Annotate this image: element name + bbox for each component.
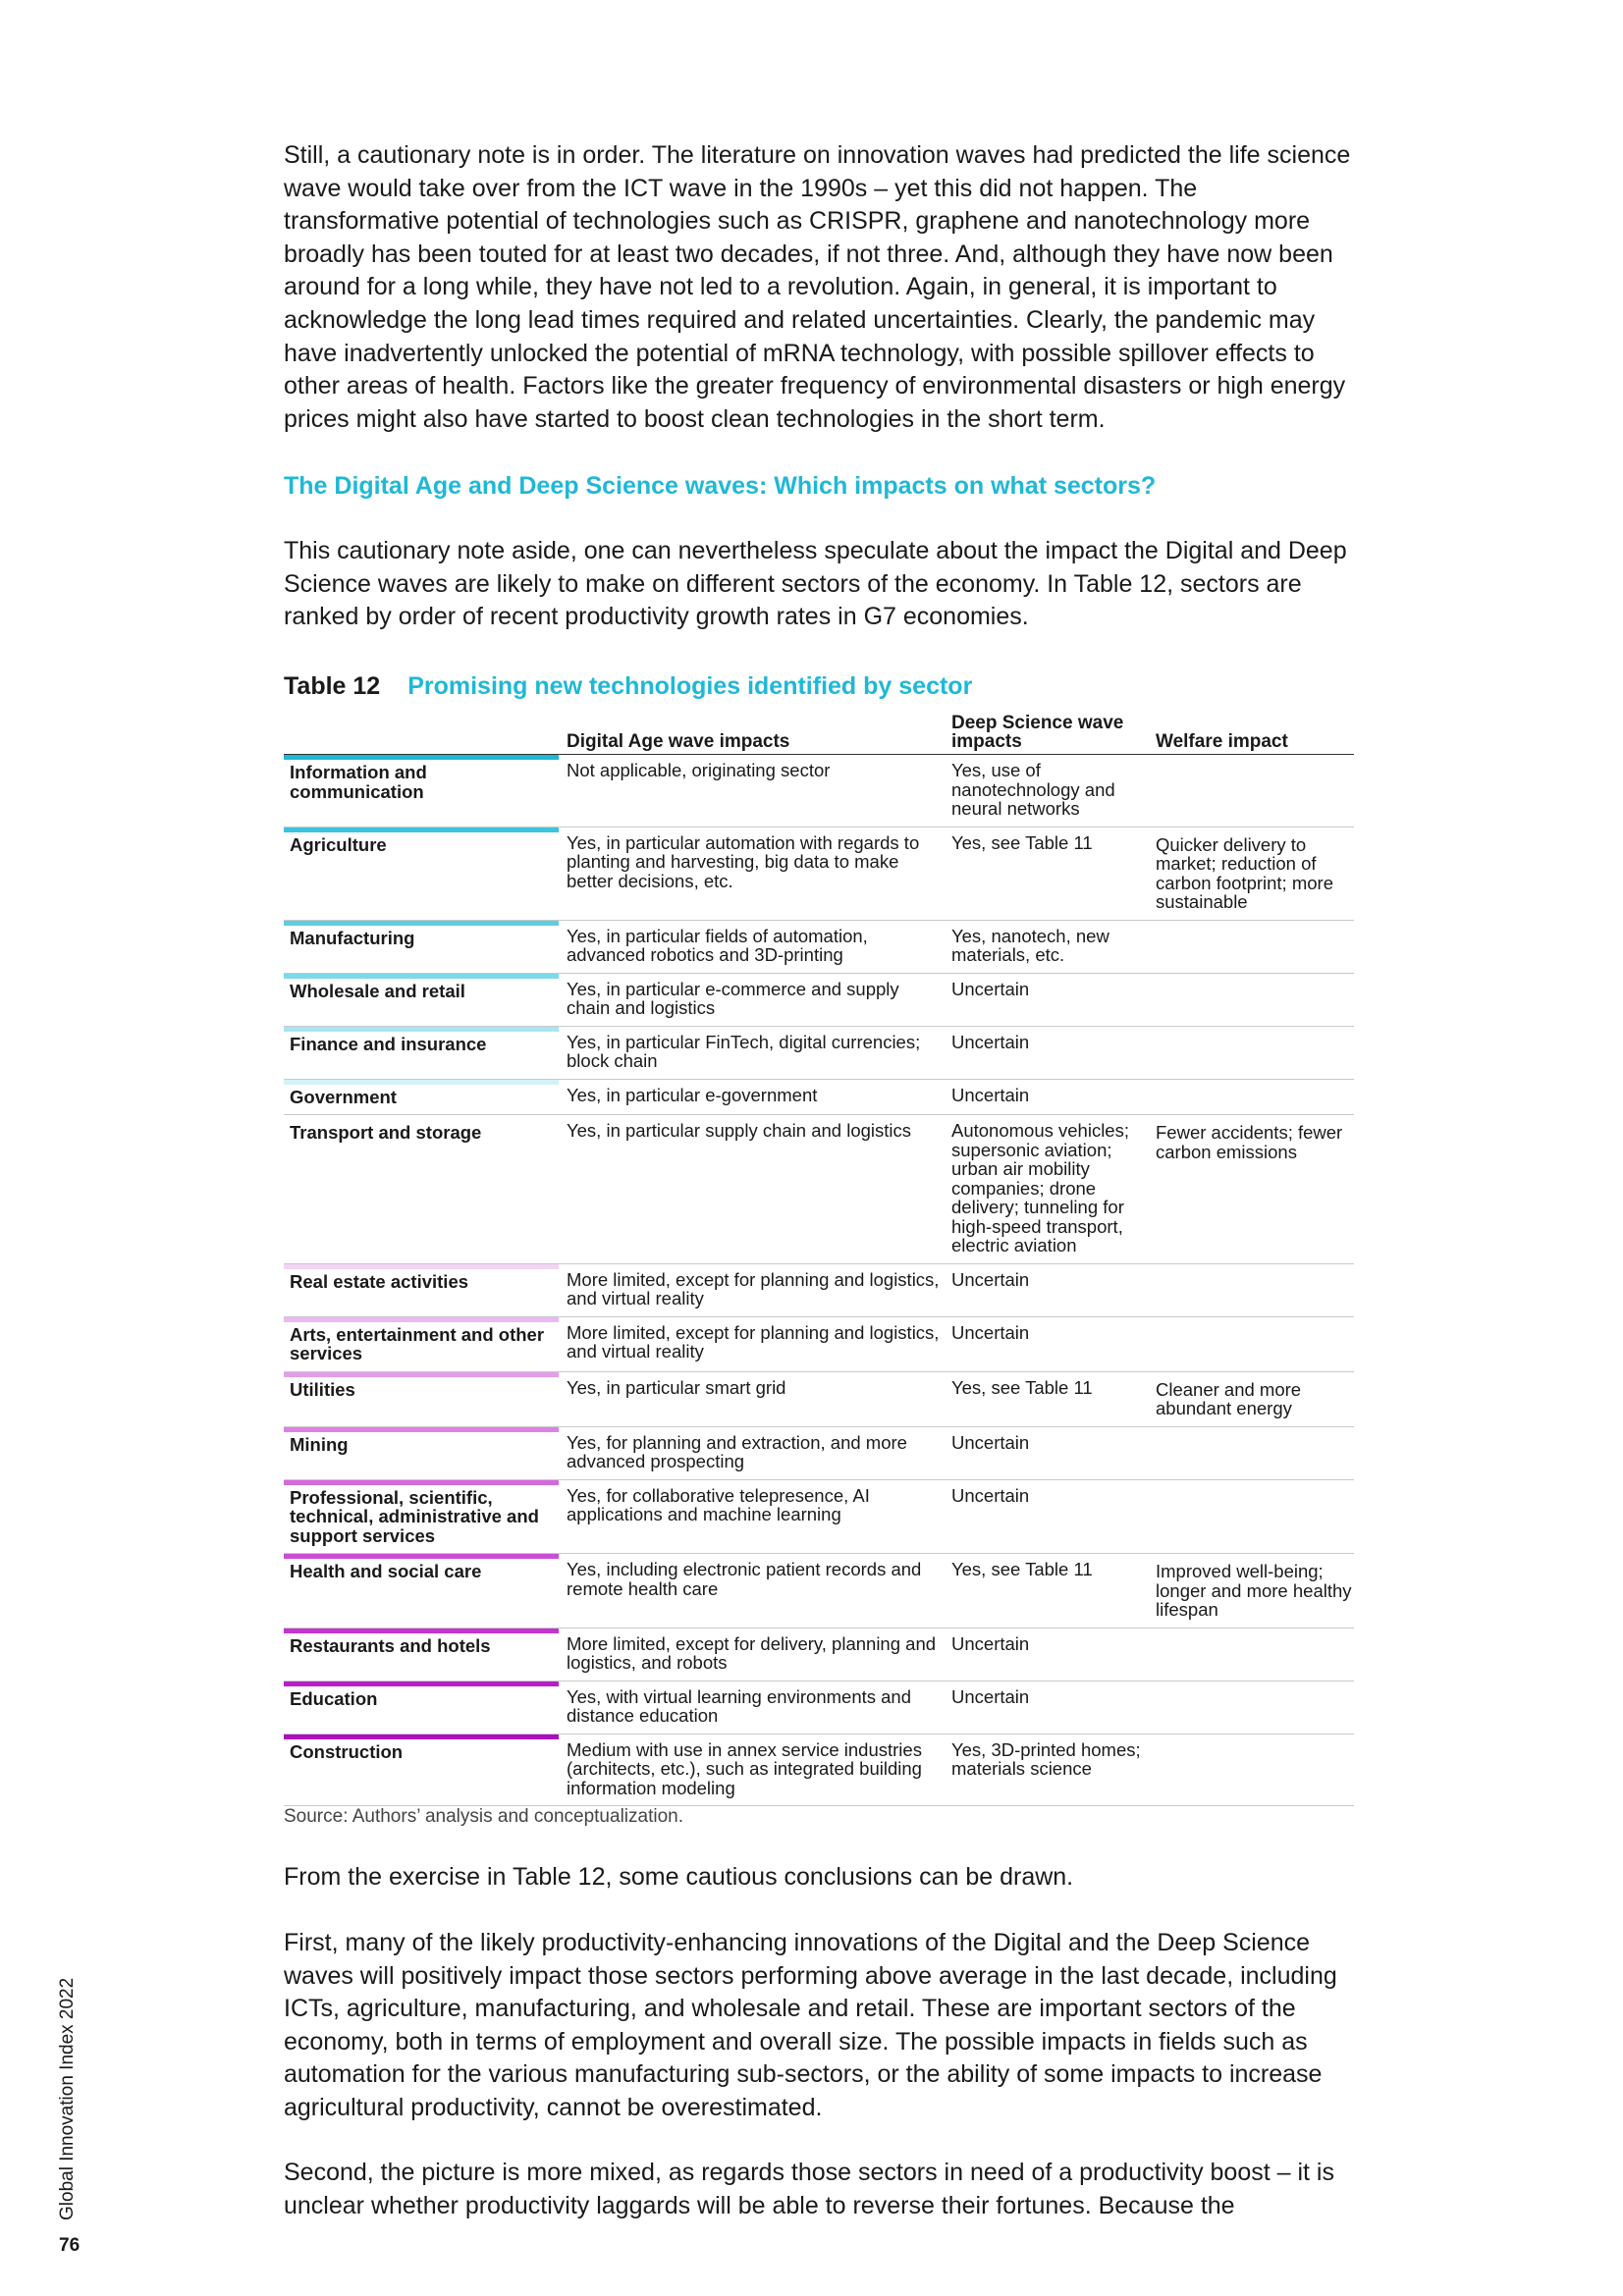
sector-cell: Manufacturing xyxy=(284,921,559,973)
deep-science-cell: Yes, nanotech, new materials, etc. xyxy=(951,925,1109,965)
welfare-cell: Quicker delivery to market; reduction of carbon footprint; more sustainable xyxy=(1156,833,1333,912)
digital-impact-cell: Yes, including electronic patient records and remote health care xyxy=(567,1559,922,1599)
welfare-cell: Fewer accidents; fewer carbon emissions xyxy=(1156,1122,1343,1162)
table-caption xyxy=(284,669,1354,703)
source-note: Source: Authors’ analysis and conceptualization. xyxy=(284,1806,683,1827)
digital-impact-cell: More limited, except for planning and logistics, and virtual reality xyxy=(567,1321,940,1362)
sector-cell: Government xyxy=(284,1080,559,1115)
welfare-cell xyxy=(1148,1629,1354,1681)
welfare-cell xyxy=(1148,1080,1354,1115)
section-subheading: The Digital Age and Deep Science waves: Which impacts on what sectors? xyxy=(284,472,1157,500)
deep-science-cell: Uncertain xyxy=(951,1084,1030,1105)
intro-paragraph: Still, a cautionary note is in order. The literature on innovation waves had predicted the life science wave would take over from the ICT wave in the 1990s – yet this did not happen. The transformative potential of technologies such as CRISPR, graphene and nanotechnology more broadly has been touted for at least two decades, if not three. And, although they have now been around for a long while, they have not led to a revolution. Again, in general, it is important to acknowledge the long lead times required and related uncertainties. Clearly, the pandemic may have inadvertently unlocked the potential of mRNA technology, with possible spillover effects to other areas of health. Factors like the greater frequency of environmental disasters or high energy prices might also have started to boost clean technologies in the short term. xyxy=(284,141,1351,433)
table-row xyxy=(284,1735,1354,1807)
table-row xyxy=(284,1372,1354,1427)
body-paragraph-5: Second, the picture is more mixed, as regards those sectors in need of a productivity boost – it is unclear whether productivity laggards will be able to reverse their fortunes. Because the xyxy=(284,2159,1334,2219)
table-row xyxy=(284,974,1354,1027)
sector-cell: Agriculture xyxy=(284,828,559,920)
sector-cell: Information and communication xyxy=(284,755,559,827)
table-row xyxy=(284,921,1354,974)
deep-science-cell: Uncertain xyxy=(951,1031,1030,1052)
body-paragraph-2: This cautionary note aside, one can nevertheless speculate about the impact the Digital and Deep Science waves are likely to make on different sectors of the economy. In Table 12, sectors are ranked by order of recent productivity growth rates in G7 economies. xyxy=(284,537,1347,631)
deep-science-cell: Uncertain xyxy=(951,1632,1030,1654)
header-welfare: Welfare impact xyxy=(1156,731,1288,752)
deep-science-cell: Yes, 3D-printed homes; materials science xyxy=(951,1738,1141,1779)
digital-impact-cell: Yes, in particular smart grid xyxy=(567,1376,786,1398)
table-row xyxy=(284,1427,1354,1480)
deep-science-cell: Uncertain xyxy=(951,1685,1030,1707)
body-paragraph-3: From the exercise in Table 12, some cautious conclusions can be drawn. xyxy=(284,1863,1074,1891)
table-row xyxy=(284,1480,1354,1555)
welfare-cell xyxy=(1148,1682,1354,1734)
table-row xyxy=(284,1682,1354,1735)
table-body xyxy=(284,755,1354,1806)
welfare-cell xyxy=(1148,921,1354,973)
sector-table xyxy=(284,705,1354,1806)
digital-impact-cell: More limited, except for planning and logistics, and virtual reality xyxy=(567,1268,940,1308)
digital-impact-cell: Yes, in particular FinTech, digital currencies; block chain xyxy=(567,1031,921,1071)
digital-impact-cell: Yes, in particular e-government xyxy=(567,1084,818,1105)
sector-cell: Utilities xyxy=(284,1372,559,1426)
sector-cell: Finance and insurance xyxy=(284,1027,559,1079)
sector-cell: Transport and storage xyxy=(284,1115,559,1263)
sector-cell: Restaurants and hotels xyxy=(284,1629,559,1681)
digital-impact-cell: More limited, except for delivery, planning and logistics, and robots xyxy=(567,1632,937,1673)
deep-science-cell: Autonomous vehicles; supersonic aviation; urban air mobility companies; drone delivery; tunneling for high-speed transport, electric aviation xyxy=(951,1120,1129,1255)
welfare-cell: Improved well-being; longer and more healthy lifespan xyxy=(1156,1561,1352,1620)
table-row xyxy=(284,1554,1354,1629)
digital-impact-cell: Yes, for collaborative telepresence, AI applications and machine learning xyxy=(567,1484,870,1524)
header-deep-science: Deep Science wave impacts xyxy=(951,713,1124,752)
welfare-cell xyxy=(1148,1427,1354,1479)
table-title: Promising new technologies identified by sector xyxy=(407,672,973,700)
welfare-cell xyxy=(1148,755,1354,827)
digital-impact-cell: Medium with use in annex service industries (architects, etc.), such as integrated building information modeling xyxy=(567,1738,922,1798)
deep-science-cell: Yes, see Table 11 xyxy=(951,1559,1093,1579)
welfare-cell xyxy=(1148,1264,1354,1316)
deep-science-cell: Uncertain xyxy=(951,978,1030,999)
digital-impact-cell: Yes, in particular fields of automation, advanced robotics and 3D-printing xyxy=(567,925,868,965)
deep-science-cell: Yes, see Table 11 xyxy=(951,1376,1093,1398)
welfare-cell xyxy=(1148,1027,1354,1079)
sector-cell: Education xyxy=(284,1682,559,1734)
table-row xyxy=(284,1080,1354,1116)
digital-impact-cell: Yes, with virtual learning environments and distance education xyxy=(567,1685,912,1726)
table-row xyxy=(284,755,1354,828)
sector-cell: Health and social care xyxy=(284,1554,559,1628)
digital-impact-cell: Yes, for planning and extraction, and more advanced prospecting xyxy=(567,1431,907,1471)
table-label: Table 12 xyxy=(284,672,381,700)
table-row xyxy=(284,1115,1354,1264)
deep-science-cell: Uncertain xyxy=(951,1431,1030,1453)
deep-science-cell: Yes, use of nanotechnology and neural networks xyxy=(951,760,1115,819)
table-row xyxy=(284,1629,1354,1682)
table-row xyxy=(284,1027,1354,1080)
table-row xyxy=(284,1264,1354,1317)
welfare-cell xyxy=(1148,1480,1354,1554)
table-row xyxy=(284,1317,1354,1372)
publication-label: Global Innovation Index 2022 xyxy=(57,1977,78,2220)
body-paragraph-4: First, many of the likely productivity-enhancing innovations of the Digital and the Deep Science waves will positively impact those sectors performing above average in the last decade, including ICTs, agriculture, manufacturing, and wholesale and retail. These are important sectors of the economy, both in terms of employment and overall size. The possible impacts in fields such as automation for the various manufacturing sub-sectors, or the ability of some impacts to increase agricultural productivity, cannot be overestimated. xyxy=(284,1929,1337,2121)
sector-cell: Arts, entertainment and other services xyxy=(284,1317,559,1371)
table-header-row xyxy=(284,705,1354,755)
header-digital-age: Digital Age wave impacts xyxy=(567,731,790,752)
sector-cell: Professional, scientific, technical, administrative and support services xyxy=(284,1480,559,1554)
welfare-cell xyxy=(1148,974,1354,1026)
sector-cell: Construction xyxy=(284,1735,559,1806)
deep-science-cell: Uncertain xyxy=(951,1268,1030,1290)
deep-science-cell: Uncertain xyxy=(951,1321,1030,1343)
welfare-cell: Cleaner and more abundant energy xyxy=(1156,1378,1302,1418)
sector-cell: Wholesale and retail xyxy=(284,974,559,1026)
digital-impact-cell: Not applicable, originating sector xyxy=(567,760,831,780)
sector-cell: Mining xyxy=(284,1427,559,1479)
welfare-cell xyxy=(1148,1317,1354,1371)
sector-cell: Real estate activities xyxy=(284,1264,559,1316)
digital-impact-cell: Yes, in particular e-commerce and supply chain and logistics xyxy=(567,978,899,1018)
welfare-cell xyxy=(1148,1735,1354,1806)
deep-science-cell: Uncertain xyxy=(951,1484,1030,1506)
digital-impact-cell: Yes, in particular supply chain and logistics xyxy=(567,1120,912,1141)
table-row xyxy=(284,828,1354,921)
deep-science-cell: Yes, see Table 11 xyxy=(951,831,1093,853)
page-number: 76 xyxy=(59,2235,81,2256)
digital-impact-cell: Yes, in particular automation with regards to planting and harvesting, big data to make better decisions, etc. xyxy=(567,831,920,891)
